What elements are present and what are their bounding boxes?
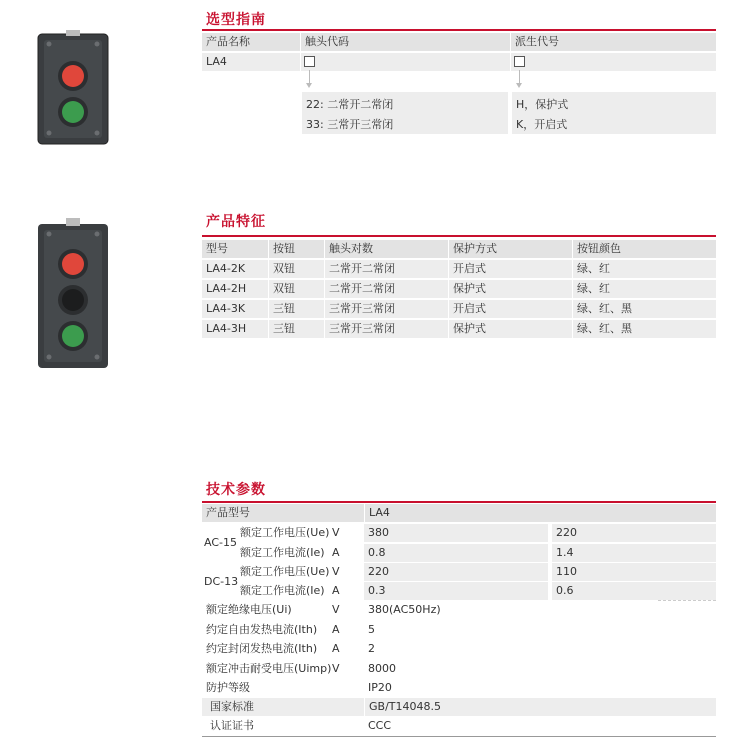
- spec-label: 额定绝缘电压(Ui): [206, 603, 292, 616]
- spec-row: [202, 601, 716, 619]
- selection-value-row: [202, 53, 716, 71]
- ac15-label: AC-15: [204, 536, 237, 549]
- product-image-two-button: [28, 30, 118, 150]
- table-row: [202, 320, 716, 338]
- derivative-code-item: K，开启式: [516, 118, 568, 131]
- button-cell: 三钮: [268, 300, 325, 318]
- spec-value-1: 0.8: [364, 544, 548, 562]
- spec-value-2: 220: [552, 524, 716, 542]
- black-button-icon: [62, 289, 84, 311]
- specs-header-row: [202, 504, 716, 522]
- spec-label: 额定工作电流(Ie): [240, 584, 325, 597]
- contact-code-item: 22: 二常开二常闭: [306, 98, 394, 111]
- spec-value-1: 220: [364, 563, 548, 581]
- spec-unit: A: [332, 642, 340, 655]
- header-model: 型号: [206, 242, 228, 255]
- spec-label: 国家标准: [210, 700, 254, 713]
- spec-unit: V: [332, 526, 340, 539]
- colors-cell: 绿、红: [572, 260, 717, 278]
- spec-value: GB/T14048.5: [364, 698, 717, 716]
- header-colors: 按钮颜色: [572, 240, 717, 258]
- table-row: [202, 280, 716, 298]
- model-cell: LA4-3H: [206, 322, 247, 335]
- header-derivative-code: 派生代号: [510, 33, 715, 51]
- spec-unit: A: [332, 623, 340, 636]
- contact-code-list: [302, 92, 508, 134]
- button-cell: 双钮: [268, 260, 325, 278]
- header-model-value: LA4: [364, 504, 717, 522]
- derivative-code-item: H，保护式: [516, 98, 569, 111]
- contact-code-item: 33: 三常开三常闭: [306, 118, 394, 131]
- green-button-icon: [62, 325, 84, 347]
- table-row: [202, 260, 716, 278]
- spec-value-1: 380: [364, 524, 548, 542]
- spec-value-2: 110: [552, 563, 716, 581]
- spec-unit: A: [332, 584, 340, 597]
- selection-header-row: [202, 33, 716, 51]
- spec-value: IP20: [368, 681, 392, 694]
- green-button-icon: [62, 101, 84, 123]
- spec-label: 认证证书: [210, 719, 254, 732]
- spec-value: 5: [368, 623, 375, 636]
- header-button: 按钮: [268, 240, 325, 258]
- spec-value: 8000: [368, 662, 396, 675]
- spec-row: [202, 544, 716, 562]
- spec-label: 额定工作电压(Ue): [240, 565, 330, 578]
- contacts-cell: 二常开二常闭: [324, 280, 447, 298]
- header-contacts: 触头对数: [324, 240, 447, 258]
- colors-cell: 绿、红: [572, 280, 717, 298]
- spec-unit: A: [332, 546, 340, 559]
- spec-unit: V: [332, 662, 340, 675]
- colors-cell: 绿、红、黑: [572, 320, 717, 338]
- specs-title: 技术参数: [206, 482, 266, 498]
- dc13-label: DC-13: [204, 575, 239, 588]
- red-button-icon: [62, 253, 84, 275]
- contact-code-box: [304, 56, 315, 67]
- model-cell: LA4-2K: [206, 262, 246, 275]
- colors-cell: 绿、红、黑: [572, 300, 717, 318]
- spec-row: [202, 563, 716, 581]
- spec-row: [202, 640, 716, 658]
- contacts-cell: 二常开二常闭: [324, 260, 447, 278]
- spec-label: 约定封闭发热电流(Ith): [206, 642, 318, 655]
- spec-unit: V: [332, 603, 340, 616]
- header-product-name: 产品名称: [206, 35, 250, 48]
- button-cell: 双钮: [268, 280, 325, 298]
- spec-label: 防护等级: [206, 681, 250, 694]
- spec-row: [202, 717, 716, 735]
- spec-value-1: 0.3: [364, 582, 548, 600]
- spec-label: 额定冲击耐受电压(Uimp): [206, 662, 332, 675]
- spec-row: [202, 582, 716, 600]
- protection-cell: 开启式: [448, 300, 571, 318]
- header-product-model: 产品型号: [206, 506, 250, 519]
- spec-row: [202, 698, 716, 716]
- derivative-code-box: [514, 56, 525, 67]
- red-button-icon: [62, 65, 84, 87]
- button-cell: 三钮: [268, 320, 325, 338]
- spec-label: 额定工作电压(Ue): [240, 526, 330, 539]
- title-rule: [202, 235, 716, 237]
- features-title: 产品特征: [206, 214, 266, 230]
- model-cell: LA4-3K: [206, 302, 246, 315]
- spec-value: 2: [368, 642, 375, 655]
- spec-value-2: 0.6: [552, 582, 716, 600]
- spec-value: 380(AC50Hz): [368, 603, 441, 616]
- protection-cell: 开启式: [448, 260, 571, 278]
- contacts-cell: 三常开三常闭: [324, 300, 447, 318]
- spec-row: [202, 660, 716, 678]
- spec-row: [202, 524, 716, 542]
- protection-cell: 保护式: [448, 320, 571, 338]
- spec-label: 额定工作电流(Ie): [240, 546, 325, 559]
- header-contact-code: 触头代码: [300, 33, 509, 51]
- spec-row: [202, 679, 716, 697]
- product-image-three-button: [28, 218, 118, 374]
- product-name-value: LA4: [206, 55, 227, 68]
- table-row: [202, 300, 716, 318]
- spec-label: 约定自由发热电流(Ith): [206, 623, 318, 636]
- header-protection: 保护方式: [448, 240, 571, 258]
- spec-value: CCC: [368, 719, 392, 732]
- features-header-row: [202, 240, 716, 258]
- derivative-code-list: [512, 92, 716, 134]
- spec-unit: V: [332, 565, 340, 578]
- title-rule: [202, 29, 716, 31]
- spec-row: [202, 621, 716, 639]
- title-rule: [202, 501, 716, 503]
- protection-cell: 保护式: [448, 280, 571, 298]
- model-cell: LA4-2H: [206, 282, 247, 295]
- selection-guide-title: 选型指南: [206, 12, 266, 28]
- contacts-cell: 三常开三常闭: [324, 320, 447, 338]
- spec-value-2: 1.4: [552, 544, 716, 562]
